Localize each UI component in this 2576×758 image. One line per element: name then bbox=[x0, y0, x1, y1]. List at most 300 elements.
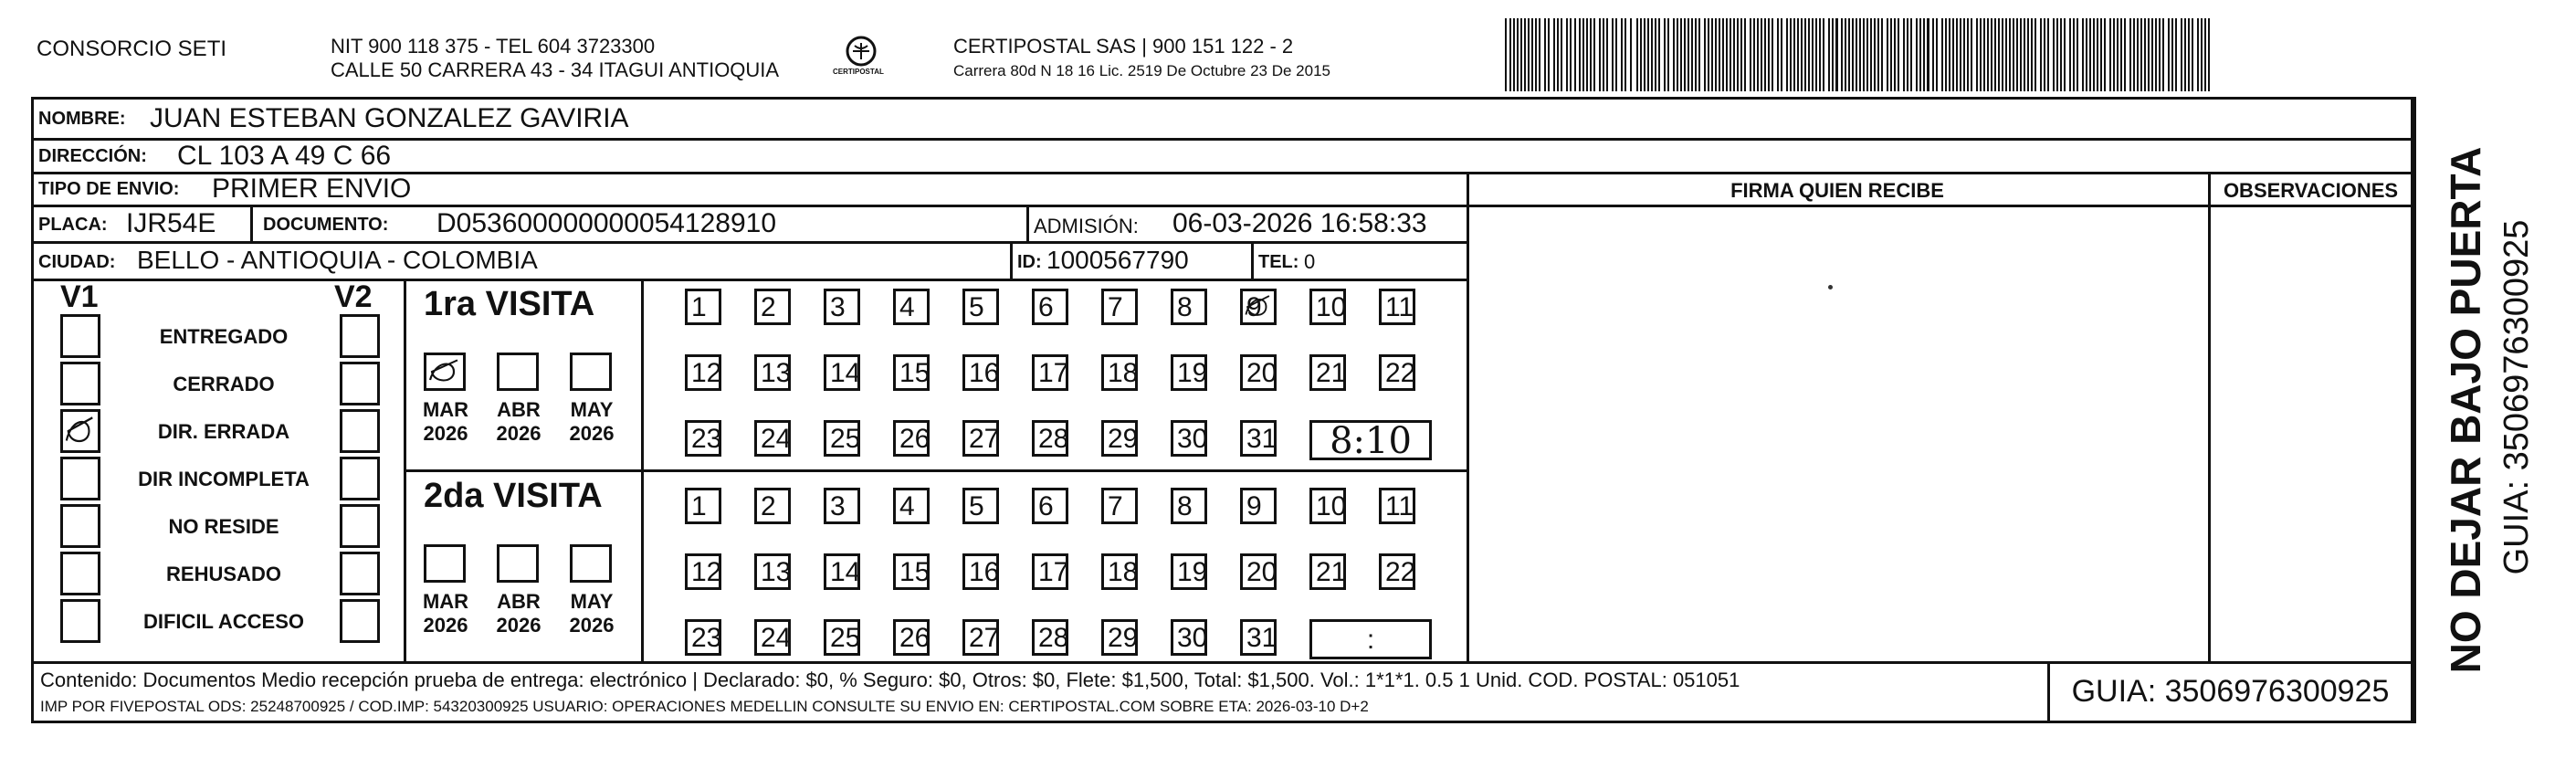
day-number: 4 bbox=[899, 491, 915, 521]
barcode-bar bbox=[2100, 18, 2102, 91]
barcode-bar bbox=[2197, 18, 2199, 91]
day-number: 26 bbox=[899, 623, 931, 653]
barcode-bar bbox=[2133, 18, 2135, 91]
day-number: 23 bbox=[691, 623, 722, 653]
barcode-bar bbox=[1593, 18, 1595, 91]
month-checkbox[interactable] bbox=[424, 544, 466, 583]
day-number: 24 bbox=[761, 623, 792, 653]
day-checkbox[interactable] bbox=[1101, 289, 1138, 325]
barcode-bar bbox=[2073, 18, 2075, 91]
day-number: 19 bbox=[1177, 557, 1208, 587]
day-checkbox[interactable] bbox=[1101, 354, 1138, 391]
barcode-bar bbox=[2155, 18, 2157, 91]
day-number: 31 bbox=[1246, 424, 1277, 454]
month-checkbox[interactable] bbox=[497, 353, 539, 391]
barcode-bar bbox=[1863, 18, 1865, 91]
barcode-bar bbox=[1553, 18, 1555, 91]
day-checkbox[interactable] bbox=[893, 488, 930, 524]
barcode-bar bbox=[1688, 18, 1689, 91]
v1-checkbox[interactable] bbox=[60, 599, 100, 643]
day-checkbox[interactable] bbox=[824, 619, 860, 656]
day-checkbox[interactable] bbox=[1240, 553, 1277, 590]
barcode-bar bbox=[1994, 18, 1996, 91]
barcode-bar bbox=[1797, 18, 1799, 91]
time-field[interactable] bbox=[1309, 420, 1432, 460]
barcode-bar bbox=[1808, 18, 1810, 91]
day-number: 14 bbox=[830, 557, 861, 587]
day-checkbox[interactable] bbox=[754, 553, 791, 590]
barcode-bar bbox=[1719, 18, 1720, 91]
day-number: 25 bbox=[830, 623, 861, 653]
barcode-bar bbox=[1606, 18, 1608, 91]
barcode-bar bbox=[2035, 18, 2036, 91]
day-checkbox[interactable] bbox=[962, 488, 999, 524]
status-label: DIR INCOMPLETA bbox=[138, 468, 310, 490]
barcode-bar bbox=[1804, 18, 1806, 91]
barcode-bar bbox=[2181, 18, 2182, 91]
barcode-bar bbox=[2148, 18, 2150, 91]
day-number: 8 bbox=[1177, 292, 1193, 322]
barcode-bar bbox=[1539, 18, 1540, 91]
barcode-bar bbox=[1704, 18, 1706, 91]
barcode-bar bbox=[1505, 18, 1507, 91]
day-checkbox[interactable] bbox=[1171, 553, 1207, 590]
day-checkbox[interactable] bbox=[685, 619, 721, 656]
status-label: CERRADO bbox=[173, 373, 275, 395]
day-checkbox[interactable] bbox=[824, 488, 860, 524]
day-number: 1 bbox=[691, 491, 707, 521]
day-checkbox[interactable] bbox=[685, 420, 721, 457]
barcode-bar bbox=[1887, 18, 1888, 91]
v1-header: V1 bbox=[60, 279, 99, 314]
month-checkbox[interactable] bbox=[570, 544, 612, 583]
rule bbox=[2208, 172, 2211, 661]
company-name: CONSORCIO SETI bbox=[37, 37, 227, 61]
certipostal-logo bbox=[833, 33, 884, 88]
day-number: 11 bbox=[1385, 491, 1414, 521]
barcode-bar bbox=[1715, 18, 1717, 91]
side-guide: GUIA: 3506976300925 bbox=[2497, 219, 2536, 575]
barcode-bar bbox=[1664, 18, 1666, 91]
barcode-bar bbox=[1903, 18, 1905, 91]
barcode-bar bbox=[2013, 18, 2014, 91]
barcode-bar bbox=[1781, 18, 1782, 91]
rule bbox=[31, 661, 2416, 664]
barcode-bar bbox=[1513, 18, 1515, 91]
year-label: 2026 bbox=[423, 614, 468, 637]
barcode-bar bbox=[1711, 18, 1713, 91]
v2-checkbox[interactable] bbox=[340, 504, 380, 548]
day-checkbox[interactable] bbox=[962, 354, 999, 391]
barcode-bar bbox=[1733, 18, 1735, 91]
barcode-bar bbox=[1815, 18, 1817, 91]
barcode-bar bbox=[1535, 18, 1537, 91]
day-checkbox[interactable] bbox=[1171, 289, 1207, 325]
barcode-bar bbox=[2201, 18, 2203, 91]
barcode-bar bbox=[2162, 18, 2164, 91]
document-value: D053600000000054128910 bbox=[436, 208, 777, 238]
barcode-bar bbox=[1624, 18, 1626, 91]
barcode-bar bbox=[1544, 18, 1546, 91]
barcode-bar bbox=[1768, 18, 1770, 91]
barcode-bar bbox=[1971, 18, 1972, 91]
day-checkbox[interactable] bbox=[1309, 289, 1346, 325]
day-checkbox[interactable] bbox=[824, 289, 860, 325]
barcode-bar bbox=[1848, 18, 1850, 91]
barcode-bar bbox=[2151, 18, 2153, 91]
day-number: 17 bbox=[1038, 557, 1069, 587]
barcode-bar bbox=[1615, 18, 1617, 91]
day-checkbox[interactable] bbox=[1101, 488, 1138, 524]
v1-checkbox[interactable] bbox=[60, 362, 100, 405]
day-checkbox[interactable] bbox=[1240, 289, 1277, 325]
barcode-bar bbox=[2031, 18, 2033, 91]
day-checkbox[interactable] bbox=[893, 354, 930, 391]
barcode-bar bbox=[1557, 18, 1559, 91]
status-label: NO RESIDE bbox=[168, 515, 279, 538]
day-checkbox[interactable] bbox=[1032, 619, 1068, 656]
day-checkbox[interactable] bbox=[1171, 619, 1207, 656]
day-checkbox[interactable] bbox=[962, 420, 999, 457]
nit-line: NIT 900 118 375 - TEL 604 3723300 bbox=[331, 35, 656, 58]
barcode-bar bbox=[1998, 18, 2000, 91]
day-checkbox[interactable] bbox=[1101, 420, 1138, 457]
month-checkbox[interactable] bbox=[570, 353, 612, 391]
day-number: 31 bbox=[1246, 623, 1277, 653]
barcode-bar bbox=[1874, 18, 1876, 91]
day-checkbox[interactable] bbox=[1309, 553, 1346, 590]
year-label: 2026 bbox=[569, 614, 615, 637]
barcode-bar bbox=[1599, 18, 1601, 91]
barcode-bar bbox=[1910, 18, 1912, 91]
barcode-bar bbox=[2027, 18, 2029, 91]
barcode-bar bbox=[1651, 18, 1653, 91]
day-number: 12 bbox=[691, 358, 722, 388]
day-checkbox[interactable] bbox=[1379, 553, 1415, 590]
tel-label: TEL: bbox=[1258, 252, 1299, 272]
guide-box-value: GUIA: 3506976300925 bbox=[2071, 674, 2390, 709]
day-number: 3 bbox=[830, 491, 846, 521]
v1-checkbox[interactable] bbox=[60, 552, 100, 595]
barcode-bar bbox=[1866, 18, 1868, 91]
admission-value: 06-03-2026 16:58:33 bbox=[1172, 208, 1427, 238]
day-checkbox[interactable] bbox=[754, 354, 791, 391]
v2-checkbox[interactable] bbox=[340, 314, 380, 358]
barcode-bar bbox=[1801, 18, 1803, 91]
barcode-bar bbox=[1841, 18, 1843, 91]
barcode-bar bbox=[2109, 18, 2111, 91]
day-checkbox[interactable] bbox=[1101, 619, 1138, 656]
day-number: 21 bbox=[1316, 557, 1347, 587]
barcode-bar bbox=[1852, 18, 1854, 91]
handwritten-day-mark bbox=[1243, 291, 1274, 322]
day-checkbox[interactable] bbox=[962, 289, 999, 325]
day-number: 6 bbox=[1038, 292, 1054, 322]
barcode-bar bbox=[2060, 18, 2062, 91]
day-checkbox[interactable] bbox=[754, 488, 791, 524]
day-checkbox[interactable] bbox=[1379, 488, 1415, 524]
barcode-bar bbox=[1590, 18, 1592, 91]
barcode-bar bbox=[1640, 18, 1642, 91]
day-number: 15 bbox=[899, 358, 931, 388]
barcode-bar bbox=[2204, 18, 2206, 91]
barcode-bar bbox=[1828, 18, 1830, 91]
day-number: 27 bbox=[969, 623, 1000, 653]
day-number: 22 bbox=[1385, 557, 1416, 587]
barcode-bar bbox=[2082, 18, 2084, 91]
barcode-bar bbox=[1655, 18, 1656, 91]
barcode-bar bbox=[2093, 18, 2095, 91]
barcode-bar bbox=[2002, 18, 2003, 91]
rule bbox=[250, 205, 253, 241]
day-number: 9 bbox=[1246, 292, 1262, 322]
barcode-bar bbox=[2124, 18, 2126, 91]
day-checkbox[interactable] bbox=[893, 289, 930, 325]
day-checkbox[interactable] bbox=[962, 553, 999, 590]
day-checkbox[interactable] bbox=[1240, 354, 1277, 391]
day-checkbox[interactable] bbox=[1032, 488, 1068, 524]
v1-checkbox[interactable] bbox=[60, 457, 100, 500]
city-label: CIUDAD: bbox=[38, 252, 116, 272]
barcode-bar bbox=[1790, 18, 1792, 91]
barcode-bar bbox=[1987, 18, 1989, 91]
barcode-bar bbox=[2089, 18, 2091, 91]
id-label: ID: bbox=[1017, 252, 1042, 272]
day-number: 19 bbox=[1177, 358, 1208, 388]
barcode-bar bbox=[1761, 18, 1762, 91]
rule bbox=[1251, 241, 1254, 279]
barcode-bar bbox=[1941, 18, 1943, 91]
barcode-bar bbox=[1819, 18, 1821, 91]
v2-checkbox[interactable] bbox=[340, 552, 380, 595]
barcode-bar bbox=[2188, 18, 2190, 91]
barcode-bar bbox=[1722, 18, 1724, 91]
barcode-bar bbox=[2117, 18, 2119, 91]
barcode-bar bbox=[1991, 18, 1992, 91]
time-value: 8:10 bbox=[1330, 420, 1412, 462]
day-number: 16 bbox=[969, 358, 1000, 388]
day-checkbox[interactable] bbox=[1032, 420, 1068, 457]
day-number: 1 bbox=[691, 292, 707, 322]
plate-label: PLACA: bbox=[38, 215, 108, 235]
rule bbox=[31, 205, 2416, 207]
barcode-bar bbox=[1730, 18, 1731, 91]
month-label: ABR bbox=[497, 590, 541, 613]
day-checkbox[interactable] bbox=[1379, 354, 1415, 391]
barcode-bar bbox=[1680, 18, 1682, 91]
barcode-bar bbox=[1531, 18, 1533, 91]
v1-checkbox[interactable] bbox=[60, 314, 100, 358]
day-checkbox[interactable] bbox=[685, 553, 721, 590]
barcode-bar bbox=[2171, 18, 2173, 91]
barcode-bar bbox=[1740, 18, 1742, 91]
barcode-bar bbox=[1744, 18, 1746, 91]
time-field[interactable] bbox=[1309, 619, 1432, 659]
day-checkbox[interactable] bbox=[1171, 488, 1207, 524]
barcode-bar bbox=[2184, 18, 2186, 91]
barcode-bar bbox=[1945, 18, 1947, 91]
barcode-bar bbox=[1980, 18, 1982, 91]
v2-checkbox[interactable] bbox=[340, 599, 380, 643]
barcode-bar bbox=[1566, 18, 1568, 91]
day-checkbox[interactable] bbox=[1309, 488, 1346, 524]
side-text-block bbox=[2420, 97, 2536, 723]
barcode-bar bbox=[1708, 18, 1709, 91]
month-checkbox[interactable] bbox=[424, 353, 466, 391]
city-value: BELLO - ANTIOQUIA - COLOMBIA bbox=[137, 246, 538, 274]
day-checkbox[interactable] bbox=[1240, 488, 1277, 524]
barcode-bar bbox=[1750, 18, 1751, 91]
day-number: 11 bbox=[1385, 292, 1414, 322]
scan-dot bbox=[1828, 285, 1833, 290]
barcode-bar bbox=[2069, 18, 2071, 91]
day-number: 18 bbox=[1108, 557, 1139, 587]
rule bbox=[1026, 205, 1029, 241]
day-checkbox[interactable] bbox=[893, 553, 930, 590]
barcode-bar bbox=[1786, 18, 1788, 91]
barcode-bar bbox=[2137, 18, 2139, 91]
barcode-bar bbox=[1737, 18, 1739, 91]
barcode-bar bbox=[1952, 18, 1954, 91]
barcode-bar bbox=[1881, 18, 1883, 91]
shipment-type-label: TIPO DE ENVIO: bbox=[38, 179, 180, 199]
year-label: 2026 bbox=[496, 422, 541, 445]
day-number: 7 bbox=[1108, 491, 1123, 521]
barcode-bar bbox=[1856, 18, 1857, 91]
barcode-bar bbox=[1927, 18, 1929, 91]
barcode-bar bbox=[1570, 18, 1572, 91]
day-checkbox[interactable] bbox=[1379, 289, 1415, 325]
barcode-bar bbox=[1764, 18, 1766, 91]
day-checkbox[interactable] bbox=[824, 420, 860, 457]
day-number: 30 bbox=[1177, 623, 1208, 653]
day-checkbox[interactable] bbox=[1101, 553, 1138, 590]
day-number: 2 bbox=[761, 292, 776, 322]
v2-checkbox[interactable] bbox=[340, 362, 380, 405]
day-number: 9 bbox=[1246, 491, 1262, 521]
barcode-bar bbox=[2104, 18, 2106, 91]
rule bbox=[1010, 241, 1013, 279]
day-checkbox[interactable] bbox=[1171, 420, 1207, 457]
rule bbox=[31, 279, 1467, 281]
barcode-bar bbox=[1983, 18, 1985, 91]
barcode-bar bbox=[1898, 18, 1899, 91]
year-label: 2026 bbox=[569, 422, 615, 445]
barcode-bar bbox=[1517, 18, 1519, 91]
status-label: ENTREGADO bbox=[159, 325, 289, 348]
day-number: 21 bbox=[1316, 358, 1347, 388]
day-checkbox[interactable] bbox=[962, 619, 999, 656]
day-checkbox[interactable] bbox=[685, 488, 721, 524]
day-checkbox[interactable] bbox=[754, 420, 791, 457]
day-checkbox[interactable] bbox=[824, 553, 860, 590]
day-number: 4 bbox=[899, 292, 915, 322]
v2-checkbox[interactable] bbox=[340, 409, 380, 453]
day-checkbox[interactable] bbox=[1171, 354, 1207, 391]
barcode-bar bbox=[1691, 18, 1693, 91]
day-checkbox[interactable] bbox=[1240, 619, 1277, 656]
day-number: 18 bbox=[1108, 358, 1139, 388]
signature-header: FIRMA QUIEN RECIBE bbox=[1730, 179, 1944, 202]
day-number: 14 bbox=[830, 358, 861, 388]
day-checkbox[interactable] bbox=[685, 289, 721, 325]
day-checkbox[interactable] bbox=[1032, 289, 1068, 325]
day-number: 3 bbox=[830, 292, 846, 322]
barcode-bar bbox=[2129, 18, 2131, 91]
barcode-bar bbox=[1777, 18, 1779, 91]
day-number: 29 bbox=[1108, 623, 1139, 653]
barcode bbox=[1505, 18, 2213, 91]
day-number: 5 bbox=[969, 491, 984, 521]
barcode-bar bbox=[2040, 18, 2042, 91]
day-number: 15 bbox=[899, 557, 931, 587]
barcode-bar bbox=[1582, 18, 1584, 91]
day-checkbox[interactable] bbox=[685, 354, 721, 391]
visit1-title: 1ra VISITA bbox=[424, 285, 595, 323]
v2-header: V2 bbox=[334, 279, 373, 314]
v2-checkbox[interactable] bbox=[340, 457, 380, 500]
barcode-bar bbox=[1528, 18, 1530, 91]
day-checkbox[interactable] bbox=[893, 420, 930, 457]
name-label: NOMBRE: bbox=[38, 109, 126, 129]
side-warning: NO DEJAR BAJO PUERTA bbox=[2442, 146, 2489, 674]
day-number: 20 bbox=[1246, 557, 1277, 587]
barcode-bar bbox=[2140, 18, 2142, 91]
day-checkbox[interactable] bbox=[1032, 553, 1068, 590]
day-checkbox[interactable] bbox=[893, 619, 930, 656]
day-checkbox[interactable] bbox=[824, 354, 860, 391]
barcode-bar bbox=[1621, 18, 1623, 91]
day-checkbox[interactable] bbox=[754, 619, 791, 656]
barcode-bar bbox=[1726, 18, 1728, 91]
v1-checkbox[interactable] bbox=[60, 504, 100, 548]
barcode-bar bbox=[2047, 18, 2049, 91]
month-label: MAY bbox=[570, 590, 614, 613]
barcode-bar bbox=[1586, 18, 1588, 91]
barcode-bar bbox=[1835, 18, 1838, 91]
barcode-bar bbox=[2159, 18, 2161, 91]
barcode-bar bbox=[1976, 18, 1978, 91]
observations-header: OBSERVACIONES bbox=[2223, 179, 2399, 202]
barcode-bar bbox=[1890, 18, 1892, 91]
address-label: DIRECCIÓN: bbox=[38, 146, 147, 166]
contents-line: Contenido: Documentos Medio recepción prueba de entrega: electrónico | Declarado: $0, % Seguro: $0, Otros: $0, Flete: $1,500, Total: $1,500. Vol.: 1*1*1. 0.5 1 Unid. COD. POSTAL: 051051 bbox=[40, 669, 1740, 691]
day-number: 22 bbox=[1385, 358, 1416, 388]
logo-text: CERTIPOSTAL bbox=[833, 68, 884, 76]
day-number: 5 bbox=[969, 292, 984, 322]
barcode-bar bbox=[2144, 18, 2146, 91]
barcode-bar bbox=[1793, 18, 1795, 91]
barcode-bar bbox=[2064, 18, 2066, 91]
month-checkbox[interactable] bbox=[497, 544, 539, 583]
admission-label: ADMISIÓN: bbox=[1034, 215, 1139, 237]
day-checkbox[interactable] bbox=[1240, 420, 1277, 457]
v1-checkbox[interactable] bbox=[60, 409, 100, 453]
barcode-bar bbox=[1823, 18, 1824, 91]
day-number: 28 bbox=[1038, 623, 1069, 653]
day-checkbox[interactable] bbox=[1309, 354, 1346, 391]
day-number: 20 bbox=[1246, 358, 1277, 388]
barcode-bar bbox=[2024, 18, 2025, 91]
day-checkbox[interactable] bbox=[1032, 354, 1068, 391]
barcode-bar bbox=[2016, 18, 2018, 91]
month-label: MAY bbox=[570, 398, 614, 421]
barcode-bar bbox=[1520, 18, 1522, 91]
day-checkbox[interactable] bbox=[754, 289, 791, 325]
status-label: REHUSADO bbox=[166, 563, 281, 585]
status-label: DIR. ERRADA bbox=[157, 420, 290, 443]
barcode-bar bbox=[1932, 18, 1934, 91]
